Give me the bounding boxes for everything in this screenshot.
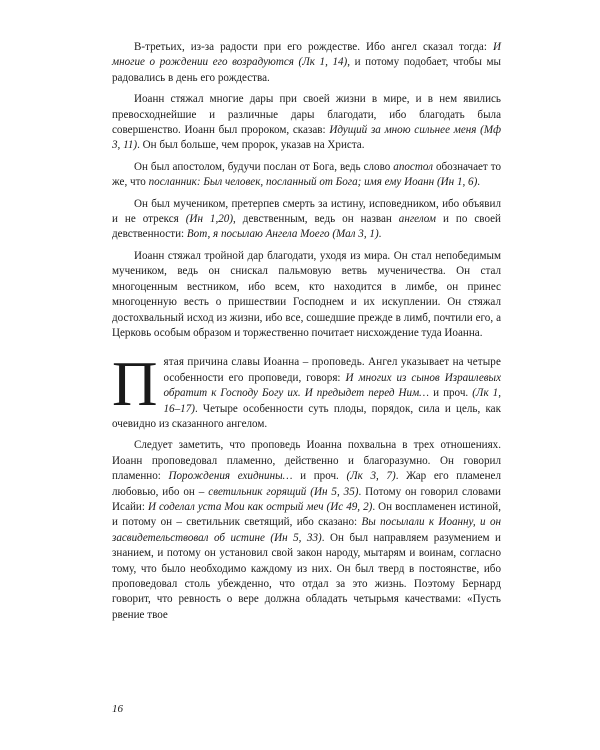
text-run: и проч. xyxy=(429,387,473,400)
drop-cap: П xyxy=(112,349,158,420)
text-run: и по своей девственности: xyxy=(112,213,501,241)
drop-cap-paragraph xyxy=(112,349,501,432)
italic-run: Вот, я посылаю Ангела Моего (Мал 3, 1) xyxy=(186,228,379,241)
text-run: Иоанн стяжал тройной дар благодати, уходя из мира. Он стал непобедимым мучеником, ведь он снискал пальмовую ветвь мученичества. Он стал многоценным вестником, ибо всем, кто находится в лимбе, он принес многоценную весть о пришествии Господнем и их искуплении. Он стяжал достохвальный исход из жизни, ибо все, сошедшие прежде в лимб, почтили его, а Церковь особым образом и торжественно почитает нисхождение туда Иоанна. xyxy=(112,249,501,339)
italic-run: Порождения ехиднины… xyxy=(168,470,293,483)
body-paragraph-4 xyxy=(112,197,501,243)
italic-run: апостол xyxy=(393,160,433,173)
italic-run: светильник горящий (Ин 5, 35) xyxy=(208,485,359,498)
body-paragraph-3 xyxy=(112,160,501,191)
text-run: . Потому он говорил словами Исайи: xyxy=(112,485,501,513)
main-text xyxy=(112,40,501,629)
italic-run: ангелом xyxy=(398,213,436,226)
text-run: Он был мучеником, претерпев смерть за истину, исповедником, ибо объявил и не отрекся xyxy=(112,197,501,226)
italic-run: И многих из сынов Израилевых обратит к Господу Богу их. И предыдет перед Ним… xyxy=(163,371,501,400)
italic-run: Вы посылали к Иоанну, и он засвидетельствовал об истине (Ин 5, 33) xyxy=(112,516,501,544)
paragraphs-bottom xyxy=(112,438,501,623)
text-run: . Он был больше, чем пророк, указав на Христа. xyxy=(137,139,365,152)
text-run: . Жар его пламенел любовью, ибо он – xyxy=(112,470,501,498)
italic-run: И соделал уста Мои как острый меч (Ис 49, 2) xyxy=(147,500,373,513)
text-run: , девственным, ведь он назван xyxy=(233,213,399,226)
drop-cap-paragraph-text xyxy=(112,349,501,430)
paragraphs-top xyxy=(112,40,501,341)
closing-paragraph-1 xyxy=(112,438,501,623)
page-number: 16 xyxy=(112,703,123,715)
body-paragraph-5 xyxy=(112,249,501,341)
text-run: обозначает то же, что xyxy=(112,160,501,189)
body-paragraph-2 xyxy=(112,92,501,154)
text-run: . Он воспламенен истиной, и потому он – светильник светящий, ибо сказано: xyxy=(112,500,501,529)
italic-run: Идущий за мною сильнее меня (Мф 3, 11) xyxy=(112,124,501,152)
text-run: . Он был направляем разумением и знанием, и потому он установил свой закон народу, мытарям и воинам, согласно тому, что было необходимо каждому из них. Он был тверд в постоянстве, ибо проповедовал столь убежденно, что отдал за это жизнь. Поэтому Бернард говорит, что ревность о вере должна обладать четырьмя качествами: «Пусть рвение твое xyxy=(112,531,501,621)
italic-run: И многие о рождении его возрадуются (Лк 1, 14) xyxy=(112,41,501,69)
body-paragraph-1 xyxy=(112,40,501,86)
text-run: . xyxy=(378,228,382,241)
text-run: и проч. xyxy=(292,470,347,483)
text-run: Он был апостолом, будучи послан от Бога, ведь слово xyxy=(134,160,394,173)
text-run: ятая причина славы Иоанна – проповедь. Ангел указывает на четыре особенности его проповеди, говоря: xyxy=(163,356,501,384)
text-run: Следует заметить, что проповедь Иоанна похвальна в трех отношениях. Иоанн проповедовал пламенно, действенно и благоразумно. Он говорил пламенно: xyxy=(112,439,501,483)
text-run: Иоанн стяжал многие дары при своей жизни в мире, и в нем явились превосходнейшие и различные дары благодати, ибо благодать была совершенство. Иоанн был пророком, сказав: xyxy=(112,93,501,137)
text-run: В-третьих, из-за радости при его рождестве. Ибо ангел сказал тогда: xyxy=(134,41,493,53)
text-run: . xyxy=(477,176,481,189)
italic-run: (Лк 1, 16–17) xyxy=(163,387,501,415)
text-run: . Четыре особенности суть плоды, порядок, сила и цель, как очевидно из сказанного ангелом. xyxy=(112,402,501,430)
italic-run: (Лк 3, 7) xyxy=(346,470,396,483)
text-run: , и потому подобает, чтобы мы радовались в день его рождества. xyxy=(112,56,501,84)
italic-run: посланник: Был человек, посланный от Бога; имя ему Иоанн (Ин 1, 6) xyxy=(148,176,478,189)
italic-run: (Ин 1,20) xyxy=(185,213,234,226)
